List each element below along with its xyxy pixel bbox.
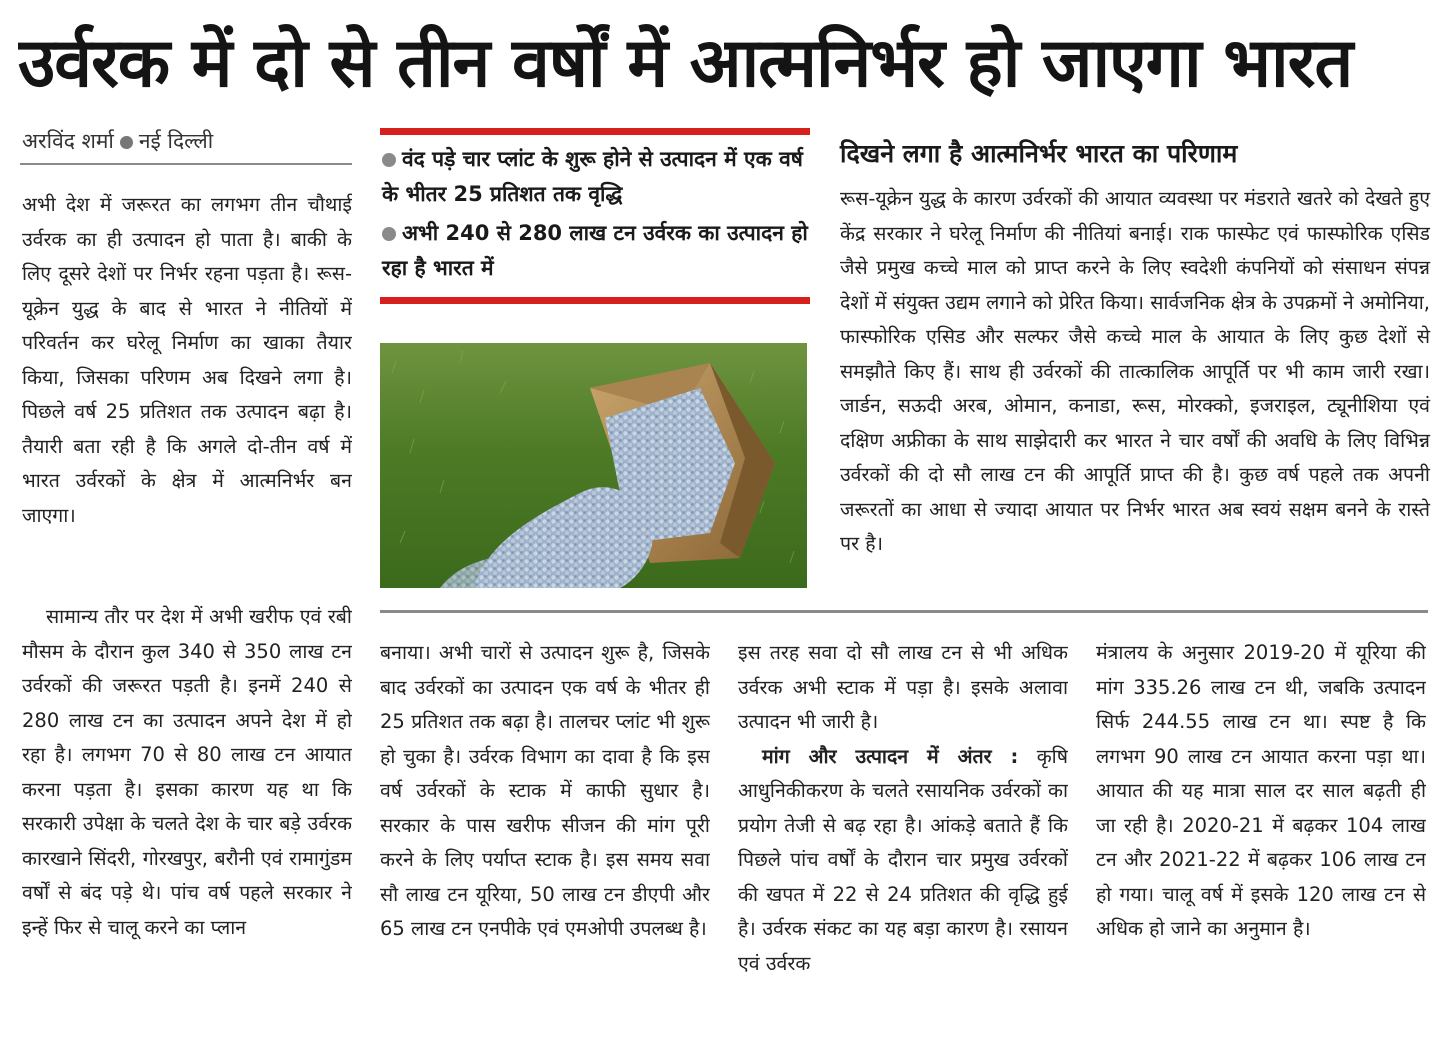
- bullet-dot-icon: [382, 153, 396, 167]
- highlights-bottom-rule: [380, 297, 810, 304]
- highlight-text: वंद पड़े चार प्लांट के शुरू होने से उत्पादन में एक वर्ष के भीतर 25 प्रतिशत तक वृद्धि: [382, 147, 803, 206]
- body-column-2: [380, 636, 710, 1056]
- body-paragraph: बनाया। अभी चारों से उत्पादन शुरू है, जिसके बाद उर्वरकों का उत्पादन एक वर्ष के भीतर ही 25 प्रतिशत तक बढ़ा है। तालचर प्लांट भी शुरू हो चुका है। उर्वरक विभाग का दावा है कि इस वर्ष उर्वरकों के स्टाक में काफी सुधार है। सरकार के पास खरीफ सीजन की मांग पूरी करने के लिए पर्याप्त स्टाक है। इस समय सवा सौ लाख टन यूरिया, 50 लाख टन डीएपी और 65 लाख टन एनपीके एवं एमओपी उपलब्ध है।: [380, 641, 710, 940]
- fertilizer-sack-photo: [380, 343, 807, 588]
- byline-rule: [20, 163, 352, 165]
- body-paragraph: सामान्य तौर पर देश में अभी खरीफ एवं रबी मौसम के दौरान कुल 340 से 350 लाख टन उर्वरकों की जरूरत पड़ती है। इनमें 240 से 280 लाख टन का उत्पादन अपने देश में हो रहा है। लगभग 70 से 80 लाख टन आयात करना पड़ता है। इसका कारण यह था कि सरकारी उपेक्षा के चलते देश के चार बड़े उर्वरक कारखाने सिंदरी, गोरखपुर, बरौनी एवं रामागुंडम वर्षों से बंद पड़े थे। पांच वर्ष पहले सरकार ने इन्हें फिर से चालू करने का प्लान: [22, 605, 352, 939]
- headline: उर्वरक में दो से तीन वर्षों में आत्मनिर्भर हो जाएगा भारत: [18, 24, 1353, 103]
- body-column-3: [738, 636, 1068, 1056]
- highlight-text: अभी 240 से 280 लाख टन उर्वरक का उत्पादन हो रहा है भारत में: [382, 221, 808, 280]
- highlight-item: [382, 142, 808, 212]
- bullet-dot-icon: [382, 227, 396, 241]
- byline: [22, 124, 352, 158]
- bullet-dot-icon: [120, 136, 133, 149]
- fertilizer-sack-illustration: [380, 343, 807, 588]
- sidebar-text: रूस-यूक्रेन युद्ध के कारण उर्वरकों की आयात व्यवस्था पर मंडराते खतरे को देखते हुए केंद्र सरकार ने घरेलू निर्माण की नीतियां बनाई। राक फास्फेट एवं फास्फोरिक एसिड जैसे प्रमुख कच्चे माल को प्राप्त करने के लिए स्वदेशी कंपनियों को संसाधन संपन्न देशों में संयुक्त उद्यम लगाने को प्रेरित किया। सार्वजनिक क्षेत्र के उपक्रमों ने अमोनिया, फास्फोरिक एसिड और सल्फर जैसे कच्चे माल के आयात के लिए कुछ देशों से समझौते किए हैं। साथ ही उर्वरकों की तात्कालिक आपूर्ति पर भी काम जारी रखा। जार्डन, सऊदी अरब, ओमान, कनाडा, रूस, मोरक्को, इजराइल, ट्यूनीशिया एवं दक्षिण अफ्रीका के साथ साझेदारी कर भारत ने चार वर्षों की अवधि के लिए विभिन्न उर्वरकों की दो सौ लाख टन की आपूर्ति प्राप्त की है। कुछ वर्ष पहले तक अपनी जरूरतों का आधा से ज्यादा आयात पर निर्भर भारत अब स्वयं सक्षम बनने के रास्ते पर है।: [840, 187, 1430, 555]
- highlight-item: [382, 216, 808, 286]
- body-paragraph: इस तरह सवा दो सौ लाख टन से भी अधिक उर्वरक अभी स्टाक में पड़ा है। इसके अलावा उत्पादन भी जारी है।: [738, 641, 1068, 733]
- body-column-4: [1096, 636, 1426, 1056]
- byline-author: अरविंद शर्मा: [22, 129, 114, 153]
- highlights-top-rule: [380, 128, 810, 135]
- body-column-1-top: [22, 188, 352, 606]
- lower-columns-rule: [380, 610, 1428, 613]
- body-paragraph: [738, 740, 1068, 982]
- body-paragraph: अभी देश में जरूरत का लगभग तीन चौथाई उर्वरक का ही उत्पादन हो पाता है। बाकी के लिए दूसरे देशों पर निर्भर रहना पड़ता है। रूस-यूक्रेन युद्ध के बाद से भारत ने नीतियों में परिवर्तन कर घरेलू निर्माण का खाका तैयार किया, जिसका परिणम अब दिखने लगा है। पिछले वर्ष 25 प्रतिशत तक उत्पादन बढ़ा है। तैयारी बता रही है कि अगले दो-तीन वर्ष में भारत उर्वरकों के क्षेत्र में आत्मनिर्भर बन जाएगा।: [22, 193, 352, 527]
- body-column-1-bottom: [22, 600, 352, 1060]
- sidebar-heading: दिखने लगा है आत्मनिर्भर भारत का परिणाम: [840, 139, 1238, 168]
- column-subheading: मांग और उत्पादन में अंतर :: [762, 744, 1019, 768]
- highlights-box: [382, 142, 808, 292]
- body-paragraph: मंत्रालय के अनुसार 2019-20 में यूरिया की मांग 335.26 लाख टन थी, जबकि उत्पादन सिर्फ 244.55 लाख टन था। स्पष्ट है कि लगभग 90 लाख टन आयात करना पड़ा था। आयात की यह मात्रा साल दर साल बढ़ती ही जा रही है। 2020-21 में बढ़कर 104 लाख टन और 2021-22 में बढ़कर 106 लाख टन हो गया। चालू वर्ष में इसके 120 लाख टन से अधिक हो जाने का अनुमान है।: [1096, 641, 1426, 940]
- body-text: कृषि आधुनिकीकरण के चलते रसायनिक उर्वरकों का प्रयोग तेजी से बढ़ रहा है। आंकड़े बताते हैं कि पिछले पांच वर्षों के दौरान चार प्रमुख उर्वरकों की खपत में 22 से 24 प्रतिशत की वृद्धि हुई है। उर्वरक संकट का यह बड़ा कारण है। रसायन एवं उर्वरक: [738, 744, 1068, 975]
- byline-location: नई दिल्ली: [138, 129, 214, 153]
